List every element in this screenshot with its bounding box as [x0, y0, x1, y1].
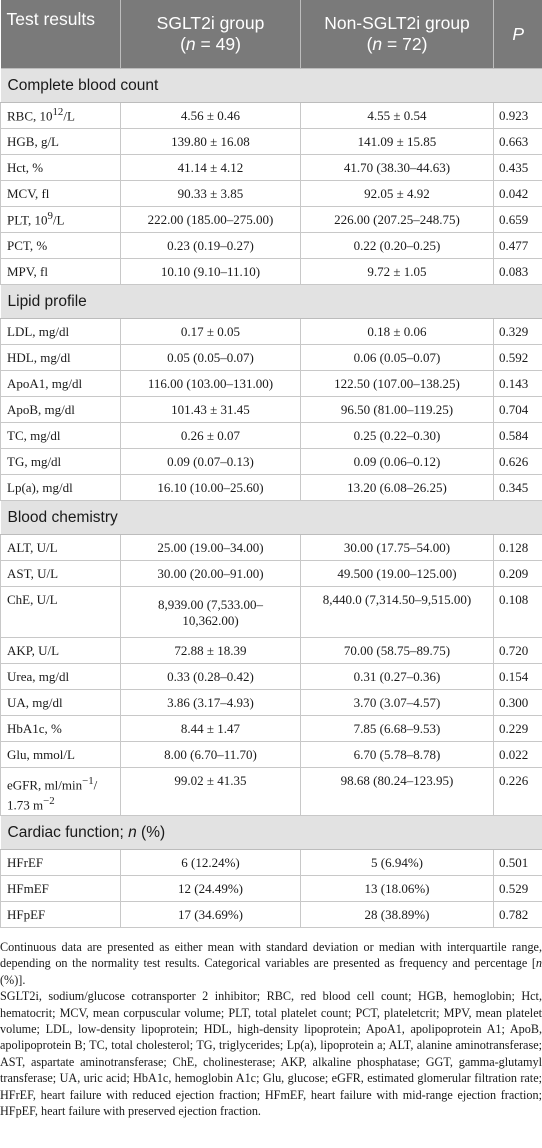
sglt2i-value: 17 (34.69%): [121, 902, 301, 928]
section-lipid-profile: [1, 285, 542, 319]
row-label: Urea, mg/dl: [1, 664, 121, 690]
row-label: UA, mg/dl: [1, 690, 121, 716]
table-row: [1, 371, 542, 397]
row-label: HGB, g/L: [1, 129, 121, 155]
p-value: 0.300: [494, 690, 542, 716]
table-row: [1, 345, 542, 371]
p-value: 0.529: [494, 876, 542, 902]
sglt2i-value: 12 (24.49%): [121, 876, 301, 902]
table-footnotes: [0, 928, 542, 1119]
row-label: Glu, mmol/L: [1, 742, 121, 768]
p-value: 0.229: [494, 716, 542, 742]
p-value: 0.704: [494, 397, 542, 423]
sglt2i-value: 16.10 (10.00–25.60): [121, 475, 301, 501]
non-sglt2i-value: 122.50 (107.00–138.25): [301, 371, 494, 397]
sglt2i-value: 116.00 (103.00–131.00): [121, 371, 301, 397]
value-line-1: 8,939.00 (7,533.00–: [157, 596, 264, 612]
row-label: ApoB, mg/dl: [1, 397, 121, 423]
non-sglt2i-value: 28 (38.89%): [301, 902, 494, 928]
row-label: HFmEF: [1, 876, 121, 902]
value-line-2: 10,362.00): [182, 612, 239, 628]
table-row: [1, 475, 542, 501]
header-p-value: [494, 0, 542, 69]
row-label: Hct, %: [1, 155, 121, 181]
p-value: 0.782: [494, 902, 542, 928]
sglt2i-value: 8.44 ± 1.47: [121, 716, 301, 742]
footnote-n: n: [535, 956, 542, 971]
label-superscript: −2: [43, 795, 55, 808]
sglt2i-value: 25.00 (19.00–34.00): [121, 535, 301, 561]
table-row: [1, 207, 542, 233]
non-sglt2i-value: 9.72 ± 1.05: [301, 259, 494, 285]
footnote-text: Continuous data are presented as either mean with standard deviation or median with interquartile range, depending on the normality test results. Categorical variables are presented as frequency and percentage [: [0, 940, 542, 971]
header-non-sglt2i-title: Non-SGLT2i group: [324, 13, 470, 33]
table-row: [1, 850, 542, 876]
sglt2i-value: 4.56 ± 0.46: [121, 103, 301, 129]
table-row: [1, 103, 542, 129]
row-label: MPV, fl: [1, 259, 121, 285]
table-row: [1, 638, 542, 664]
row-label: Lp(a), mg/dl: [1, 475, 121, 501]
non-sglt2i-value: 13.20 (6.08–26.25): [301, 475, 494, 501]
section-complete-blood-count: [1, 69, 542, 103]
table-row: [1, 768, 542, 816]
sglt2i-value: 41.14 ± 4.12: [121, 155, 301, 181]
label-superscript: 9: [47, 210, 53, 223]
p-value: 0.209: [494, 561, 542, 587]
sglt2i-value: 99.02 ± 41.35: [121, 768, 301, 816]
non-sglt2i-value: 70.00 (58.75–89.75): [301, 638, 494, 664]
sglt2i-value: 0.17 ± 0.05: [121, 319, 301, 345]
non-sglt2i-value: 7.85 (6.68–9.53): [301, 716, 494, 742]
sglt2i-value: 101.43 ± 31.45: [121, 397, 301, 423]
non-sglt2i-value: 0.09 (0.06–0.12): [301, 449, 494, 475]
label-text: eGFR, ml/min: [7, 777, 83, 793]
footnote-data-presentation: [0, 939, 542, 988]
non-sglt2i-value: 0.18 ± 0.06: [301, 319, 494, 345]
row-label: [1, 103, 121, 129]
sglt2i-value: [121, 587, 301, 638]
p-value: 0.663: [494, 129, 542, 155]
p-value: 0.584: [494, 423, 542, 449]
table-row: [1, 423, 542, 449]
row-label: LDL, mg/dl: [1, 319, 121, 345]
label-unit: /L: [63, 108, 75, 124]
header-non-sglt2i-group: Non-SGLT2i group (n = 72): [301, 0, 494, 69]
non-sglt2i-value: 226.00 (207.25–248.75): [301, 207, 494, 233]
header-sglt2i-group: SGLT2i group (n = 49): [121, 0, 301, 69]
footnote-abbreviations: SGLT2i, sodium/glucose cotransporter 2 inhibitor; RBC, red blood cell count; HGB, hemoglobin; Hct, hematocrit; MCV, mean corpuscular volume; PLT, total platelet count; PCT, plateletcrit; MPV, mean platelet volume; LDL, low-density lipoprotein; HDL, high-density lipoprotein; ApoA1, apolipoprotein A1; ApoB, apolipoprotein B; TC, total cholesterol; TG, triglycerides; Lp(a), lipoprotein a; ALT, alanine aminotransferase; AST, aspartate aminotransferase; ChE, cholinesterase; AKP, alkaline phosphatase; GGT, gamma-glutamyl transferase; UA, uric acid; HbA1c, hemoglobin A1c; Glu, glucose; eGFR, estimated glomerular filtration rate; HFrEF, heart failure with reduced ejection fraction; HFmEF, heart failure with mid-range ejection fraction; HFpEF, heart failure with preserved ejection fraction.: [0, 989, 542, 1119]
p-value: 0.592: [494, 345, 542, 371]
sglt2i-value: 8.00 (6.70–11.70): [121, 742, 301, 768]
label-superscript: 12: [52, 106, 64, 119]
sglt2i-value: 0.05 (0.05–0.07): [121, 345, 301, 371]
table-row: [1, 690, 542, 716]
non-sglt2i-value: 30.00 (17.75–54.00): [301, 535, 494, 561]
sglt2i-value: 90.33 ± 3.85: [121, 181, 301, 207]
section-title-text: Cardiac function;: [7, 823, 129, 841]
p-value: 0.108: [494, 587, 542, 638]
row-label: [1, 768, 121, 816]
header-test-results: Test results: [1, 0, 121, 69]
label-slash: /: [93, 777, 98, 793]
sglt2i-value: 139.80 ± 16.08: [121, 129, 301, 155]
header-sglt2i-title: SGLT2i group: [156, 13, 265, 33]
row-label: AST, U/L: [1, 561, 121, 587]
non-sglt2i-value: 96.50 (81.00–119.25): [301, 397, 494, 423]
non-sglt2i-value: 0.31 (0.27–0.36): [301, 664, 494, 690]
table-row: [1, 181, 542, 207]
row-label: TG, mg/dl: [1, 449, 121, 475]
row-label: HFpEF: [1, 902, 121, 928]
label-text-line-2: 1.73 m: [7, 797, 44, 813]
row-label: HbA1c, %: [1, 716, 121, 742]
table-row: [1, 664, 542, 690]
header-non-sglt2i-n: n: [372, 34, 383, 54]
table-row: [1, 233, 542, 259]
table-row: [1, 876, 542, 902]
table-row: [1, 561, 542, 587]
row-label: HFrEF: [1, 850, 121, 876]
non-sglt2i-value: 5 (6.94%): [301, 850, 494, 876]
non-sglt2i-value: 0.22 (0.20–0.25): [301, 233, 494, 259]
header-sglt2i-count: = 49): [195, 34, 241, 54]
section-title: Complete blood count: [1, 69, 542, 103]
header-p-label: P: [512, 23, 525, 44]
row-label: HDL, mg/dl: [1, 345, 121, 371]
row-label: [1, 207, 121, 233]
label-text: PLT, 10: [7, 212, 48, 228]
section-blood-chemistry: [1, 501, 542, 535]
header-row: [1, 0, 542, 69]
non-sglt2i-value: 13 (18.06%): [301, 876, 494, 902]
non-sglt2i-value: 49.500 (19.00–125.00): [301, 561, 494, 587]
label-superscript: −1: [82, 775, 94, 787]
row-label: ChE, U/L: [1, 587, 121, 638]
row-label: ALT, U/L: [1, 535, 121, 561]
table-row: [1, 535, 542, 561]
section-title-percent: (%): [136, 823, 166, 841]
table-row: [1, 259, 542, 285]
sglt2i-value: 72.88 ± 18.39: [121, 638, 301, 664]
table-row: [1, 129, 542, 155]
non-sglt2i-value: 98.68 (80.24–123.95): [301, 768, 494, 816]
p-value: 0.659: [494, 207, 542, 233]
p-value: 0.477: [494, 233, 542, 259]
section-title: Blood chemistry: [1, 501, 542, 535]
sglt2i-value: 222.00 (185.00–275.00): [121, 207, 301, 233]
p-value: 0.923: [494, 103, 542, 129]
p-value: 0.128: [494, 535, 542, 561]
p-value: 0.042: [494, 181, 542, 207]
header-sglt2i-n: n: [185, 34, 196, 54]
non-sglt2i-value: 6.70 (5.78–8.78): [301, 742, 494, 768]
sglt2i-value: 10.10 (9.10–11.10): [121, 259, 301, 285]
non-sglt2i-value: 41.70 (38.30–44.63): [301, 155, 494, 181]
row-label: TC, mg/dl: [1, 423, 121, 449]
table-row: [1, 155, 542, 181]
sglt2i-value: 0.26 ± 0.07: [121, 423, 301, 449]
table-row: [1, 742, 542, 768]
section-title: Lipid profile: [1, 285, 542, 319]
non-sglt2i-value: 0.25 (0.22–0.30): [301, 423, 494, 449]
sglt2i-value: 0.33 (0.28–0.42): [121, 664, 301, 690]
label-unit: /L: [52, 212, 65, 228]
non-sglt2i-value: 141.09 ± 15.85: [301, 129, 494, 155]
header-non-sglt2i-count: = 72): [382, 34, 428, 54]
row-label: PCT, %: [1, 233, 121, 259]
non-sglt2i-value: 3.70 (3.07–4.57): [301, 690, 494, 716]
table-row: [1, 716, 542, 742]
table-row: [1, 449, 542, 475]
section-title: [1, 816, 542, 850]
p-value: 0.345: [494, 475, 542, 501]
p-value: 0.626: [494, 449, 542, 475]
non-sglt2i-value: 0.06 (0.05–0.07): [301, 345, 494, 371]
table-row: [1, 902, 542, 928]
sglt2i-value: 0.23 (0.19–0.27): [121, 233, 301, 259]
label-text: RBC, 10: [7, 108, 53, 124]
sglt2i-value: 0.09 (0.07–0.13): [121, 449, 301, 475]
sglt2i-value: 6 (12.24%): [121, 850, 301, 876]
row-label: ApoA1, mg/dl: [1, 371, 121, 397]
sglt2i-value: 30.00 (20.00–91.00): [121, 561, 301, 587]
p-value: 0.154: [494, 664, 542, 690]
p-value: 0.143: [494, 371, 542, 397]
table-row: [1, 587, 542, 638]
non-sglt2i-value: 8,440.0 (7,314.50–9,515.00): [301, 587, 494, 638]
footnote-text-end: (%)].: [0, 972, 26, 987]
sglt2i-value: 3.86 (3.17–4.93): [121, 690, 301, 716]
p-value: 0.720: [494, 638, 542, 664]
p-value: 0.226: [494, 768, 542, 816]
p-value: 0.083: [494, 259, 542, 285]
p-value: 0.022: [494, 742, 542, 768]
p-value: 0.501: [494, 850, 542, 876]
table-row: [1, 319, 542, 345]
non-sglt2i-value: 92.05 ± 4.92: [301, 181, 494, 207]
table-row: [1, 397, 542, 423]
row-label: MCV, fl: [1, 181, 121, 207]
p-value: 0.435: [494, 155, 542, 181]
section-title-n: n: [128, 823, 137, 841]
section-cardiac-function: [1, 816, 542, 850]
p-value: 0.329: [494, 319, 542, 345]
non-sglt2i-value: 4.55 ± 0.54: [301, 103, 494, 129]
row-label: AKP, U/L: [1, 638, 121, 664]
